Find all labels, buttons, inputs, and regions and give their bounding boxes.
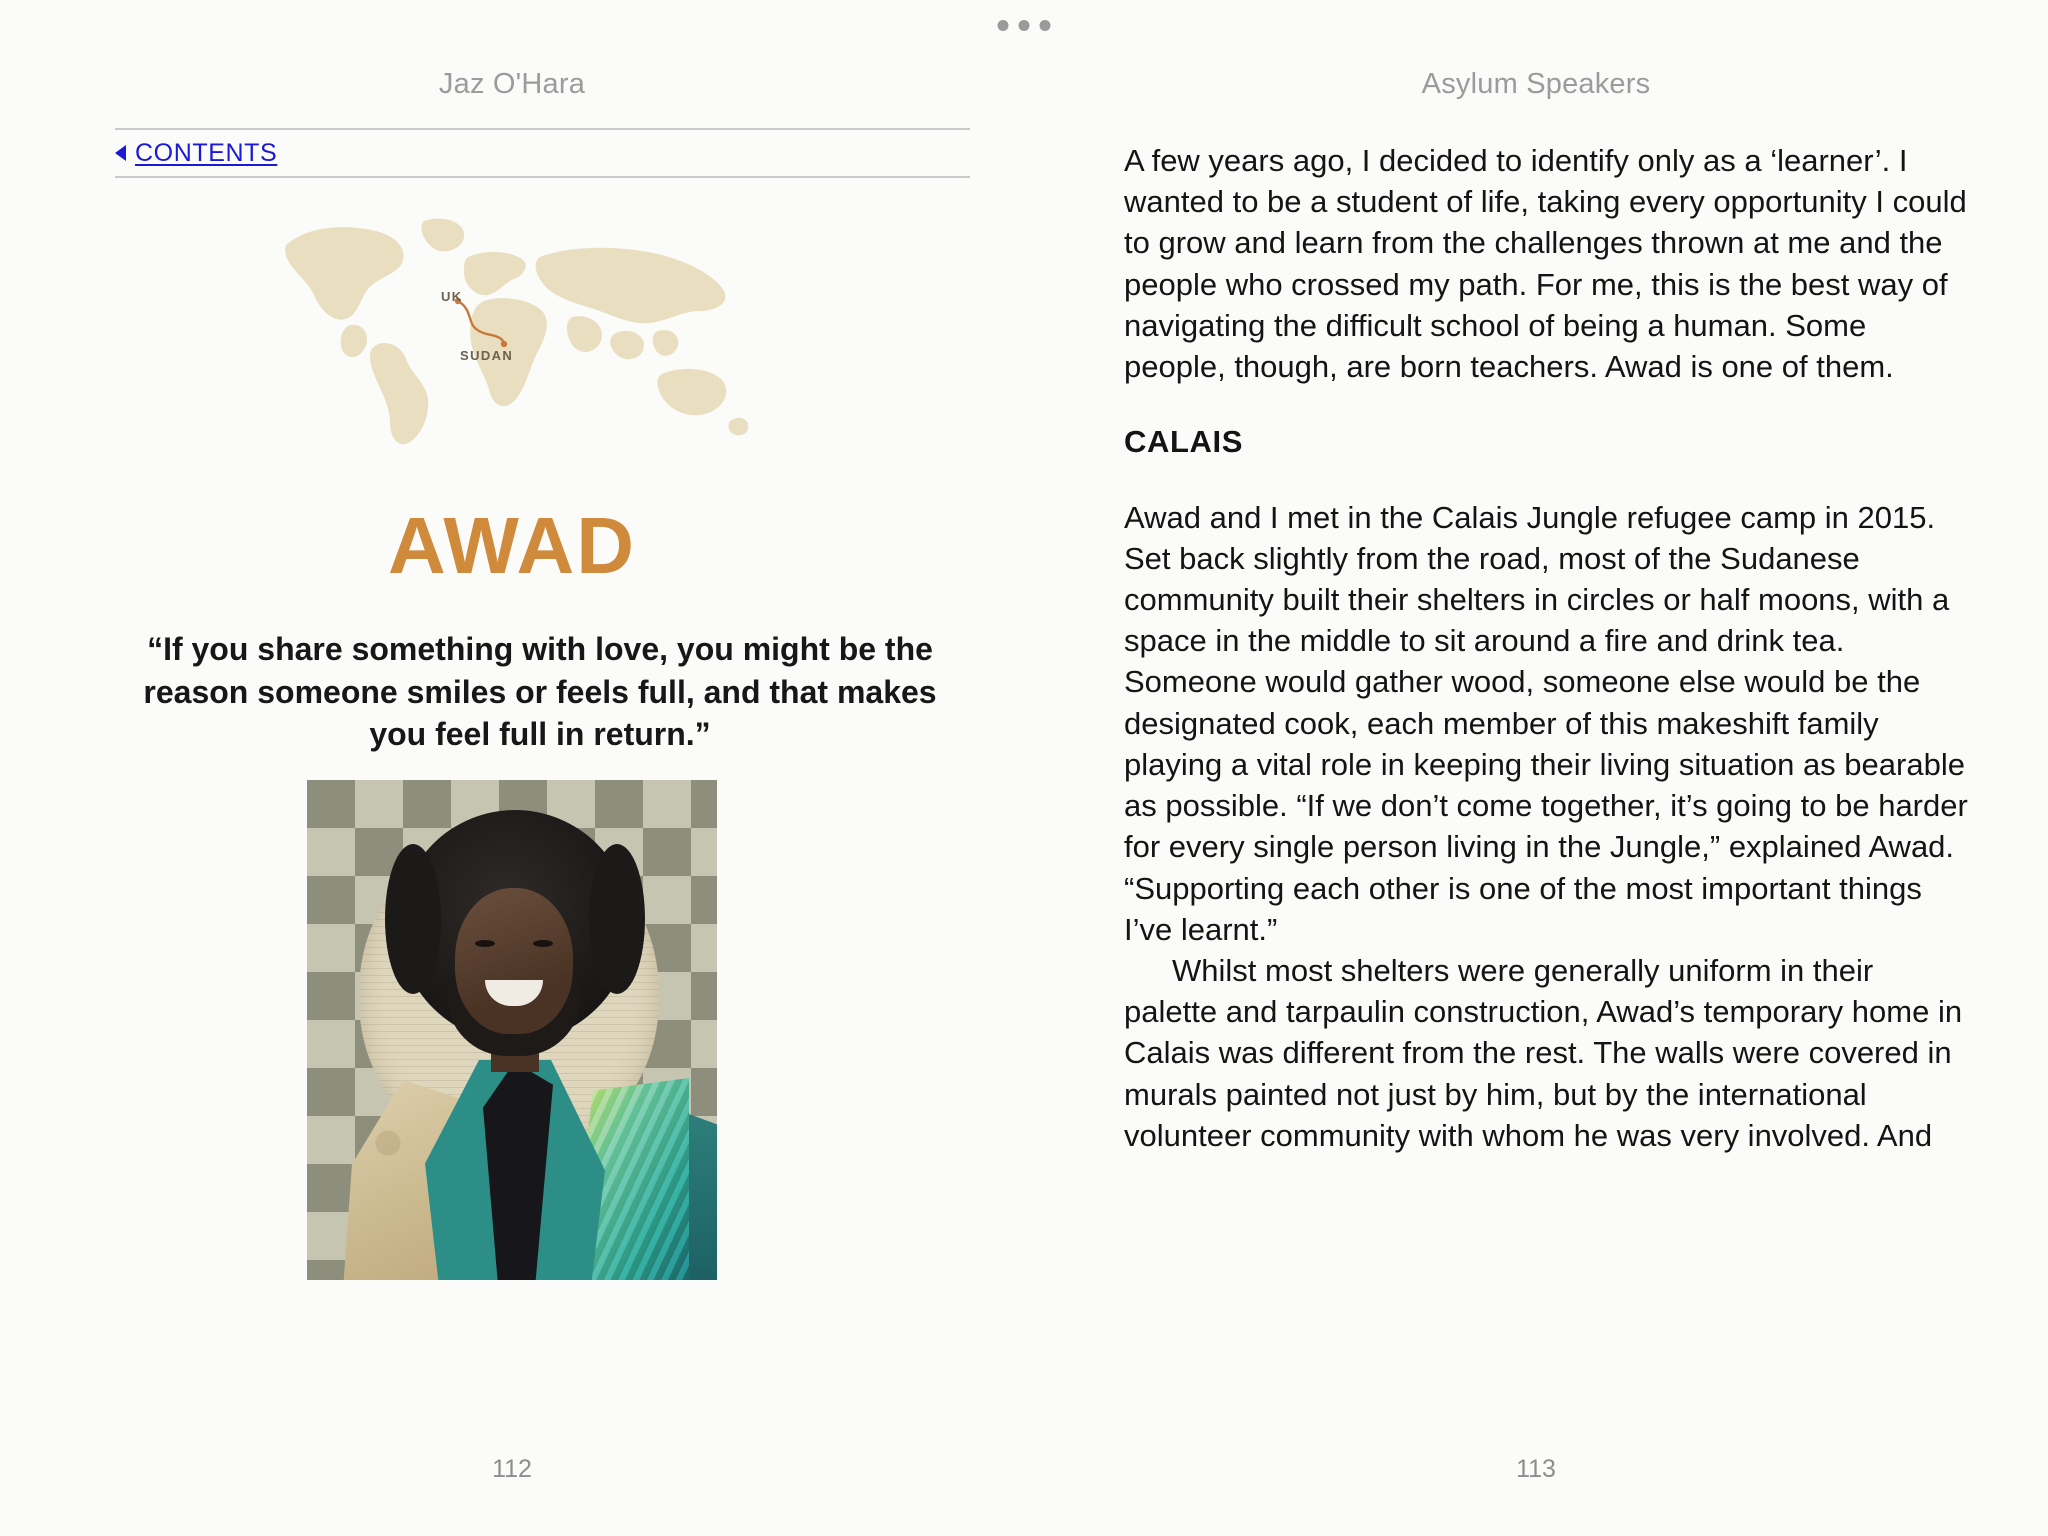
right-page bbox=[1024, 0, 2048, 1536]
chapter-title: AWAD bbox=[388, 501, 636, 590]
section-heading: CALAIS bbox=[1124, 424, 1243, 460]
page-number-right: 113 bbox=[1516, 1455, 1556, 1483]
paragraph: Awad and I met in the Calais Jungle refugee camp in 2015. Set back slightly from the road, most of the Sudanese community built their shelters in circles or half moons, with a space in the middle to sit around a fire and drink tea. Someone would gather wood, someone else would be the designated cook, each member of this makeshift family playing a vital role in keeping their living situation as bearable as possible. “If we don’t come together, it’s going to be harder for every single person living in the Jungle,” explained Awad. “Supporting each other is one of the most important things I’ve learnt.” bbox=[1124, 499, 1968, 947]
contents-link-label: CONTENTS bbox=[135, 138, 278, 167]
world-map-figure bbox=[0, 205, 1024, 455]
running-head-right: Asylum Speakers bbox=[1421, 68, 1651, 100]
paragraph: A few years ago, I decided to identify only as a ‘learner’. I wanted to be a student of life, taking every opportunity I could to grow and learn from the challenges thrown at me and the people who crossed my path. For me, this is the best way of navigating the difficult school of being a human. Some people, though, are born teachers. Awad is one of them. bbox=[1124, 143, 1967, 385]
running-head-left: Jaz O'Hara bbox=[438, 68, 586, 100]
map-label-uk: UK bbox=[441, 289, 463, 304]
smile-shape bbox=[485, 980, 543, 1006]
paragraph: Whilst most shelters were generally uniform in their palette and tarpaulin construction, Awad’s temporary home in Calais was different from the rest. The walls were covered in murals painted not just by him, but by the international volunteer community with whom he was very involved. And bbox=[1124, 952, 1963, 1153]
triangle-left-icon bbox=[115, 145, 126, 161]
contents-link[interactable] bbox=[115, 139, 277, 168]
contents-bar bbox=[115, 128, 970, 178]
portrait-collage-image bbox=[307, 780, 717, 1280]
body-text-column bbox=[1124, 140, 1974, 1156]
eye-left bbox=[475, 940, 495, 947]
eye-right bbox=[533, 940, 553, 947]
page-number-left: 112 bbox=[492, 1455, 532, 1483]
face-shape bbox=[455, 888, 573, 1034]
pull-quote: “If you share something with love, you might be the reason someone smiles or feels full, and that makes you feel full in return.” bbox=[143, 631, 937, 753]
world-map-icon bbox=[272, 205, 752, 455]
map-label-sudan: SUDAN bbox=[460, 348, 514, 363]
